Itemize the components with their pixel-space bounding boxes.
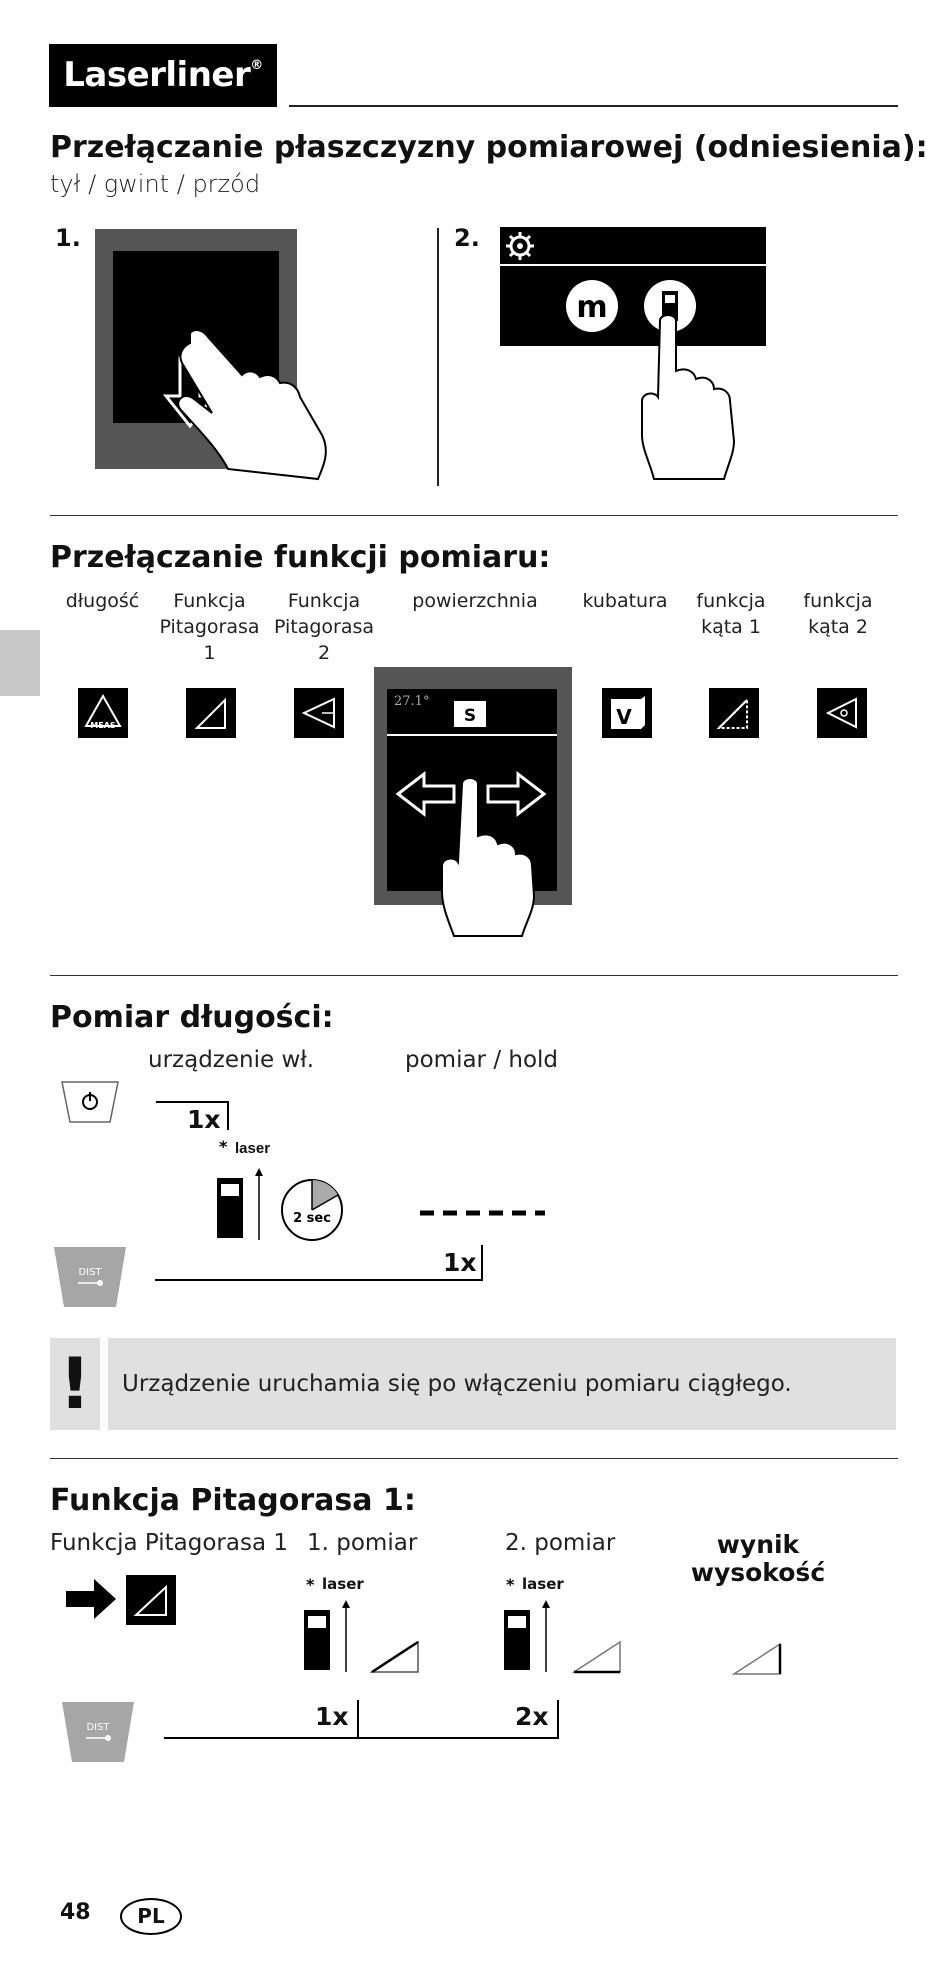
count-1x-on: 1x [187,1105,221,1134]
dist-label-2: DIST [86,1722,110,1733]
laser-label-1: laser [322,1575,364,1593]
col-result: wynik [716,1530,800,1559]
function-label-angle-2: funkcja kąta 2 [803,590,873,638]
svg-text:*: * [306,1575,315,1594]
step1-illustration [90,225,350,485]
pythagoras-2-icon [294,688,344,738]
angle-1-icon [709,688,759,738]
arrow-to-pythagoras [64,1575,184,1625]
function-label-length: długość [65,590,140,612]
count-2x-pyth: 2x [515,1702,549,1731]
count-1x-pyth: 1x [315,1702,349,1731]
function-label-area: powierzchnia [412,590,538,612]
svg-text:S: S [463,706,477,726]
col-measure-1: 1. pomiar [307,1530,418,1556]
function-label-volume: kubatura [582,590,668,612]
power-button-icon [60,1080,120,1124]
pythagoras-1-icon [186,688,236,738]
svg-text:V: V [616,705,632,729]
measure-2-device-icon [500,1570,630,1680]
page-number: 48 [60,1900,91,1925]
section2-title: Przełączanie funkcji pomiaru: [50,540,551,575]
function-label-pythagoras-2: Funkcja Pitagorasa 2 [273,590,375,664]
pythagoras-timeline [58,1700,568,1778]
area-screen-illustration [372,665,572,950]
section4-title: Funkcja Pitagorasa 1: [50,1483,416,1518]
brand-logo: Laserliner® [49,44,277,107]
step-1-number: 1. [55,224,81,252]
function-label-pythagoras-1: Funkcja Pitagorasa 1 [159,590,260,664]
m-button-label: m [576,290,608,325]
laser-label-2: laser [522,1575,564,1593]
notice-box [50,1338,896,1430]
section-rule-2 [50,975,898,976]
svg-text:*: * [219,1140,228,1156]
hold-dashes [420,1208,545,1218]
step-divider [437,228,439,486]
step-2-number: 2. [454,224,480,252]
notice-text: Urządzenie uruchamia się po włączeniu pomiaru ciągłego. [108,1338,896,1430]
col-measure-2: 2. pomiar [505,1530,616,1556]
section-rule-1 [50,515,898,516]
col-device-on: urządzenie wł. [148,1047,315,1073]
dist-label: DIST [78,1267,102,1278]
section-rule-3 [50,1458,898,1459]
timer-label: 2 sec [293,1211,331,1226]
section3-title: Pomiar długości: [50,1000,334,1035]
col-pythagoras-1: Funkcja Pitagorasa 1 [50,1530,288,1556]
length-meas-icon [78,688,128,738]
header-rule [289,105,898,107]
gear-icon [506,232,534,260]
angle-2-icon [817,688,867,738]
language-badge: PL [120,1898,182,1935]
col-height: wysokość [690,1558,826,1587]
col-measure-hold: pomiar / hold [405,1047,559,1073]
side-tab-marker [0,630,40,696]
timer-icon [278,1175,348,1245]
step2-illustration [498,225,770,485]
warning-exclamation-icon: ! [50,1338,100,1430]
dist-timeline [50,1245,510,1320]
volume-icon [602,688,652,738]
measure-1-device-icon [300,1570,430,1680]
svg-text:*: * [506,1575,515,1594]
function-label-angle-1: funkcja kąta 1 [696,590,766,638]
result-height-icon [732,1638,784,1678]
right-arrow-icon [66,1579,116,1619]
count-1x-dist: 1x [443,1248,477,1277]
svg-text:MEAS: MEAS [90,721,116,730]
svg-text:27.1°: 27.1° [394,694,430,709]
section1-subtitle: tył / gwint / przód [50,170,261,198]
laser-label: laser [235,1140,271,1157]
section1-title: Przełączanie płaszczyzny pomiarowej (odniesienia): [50,130,928,165]
